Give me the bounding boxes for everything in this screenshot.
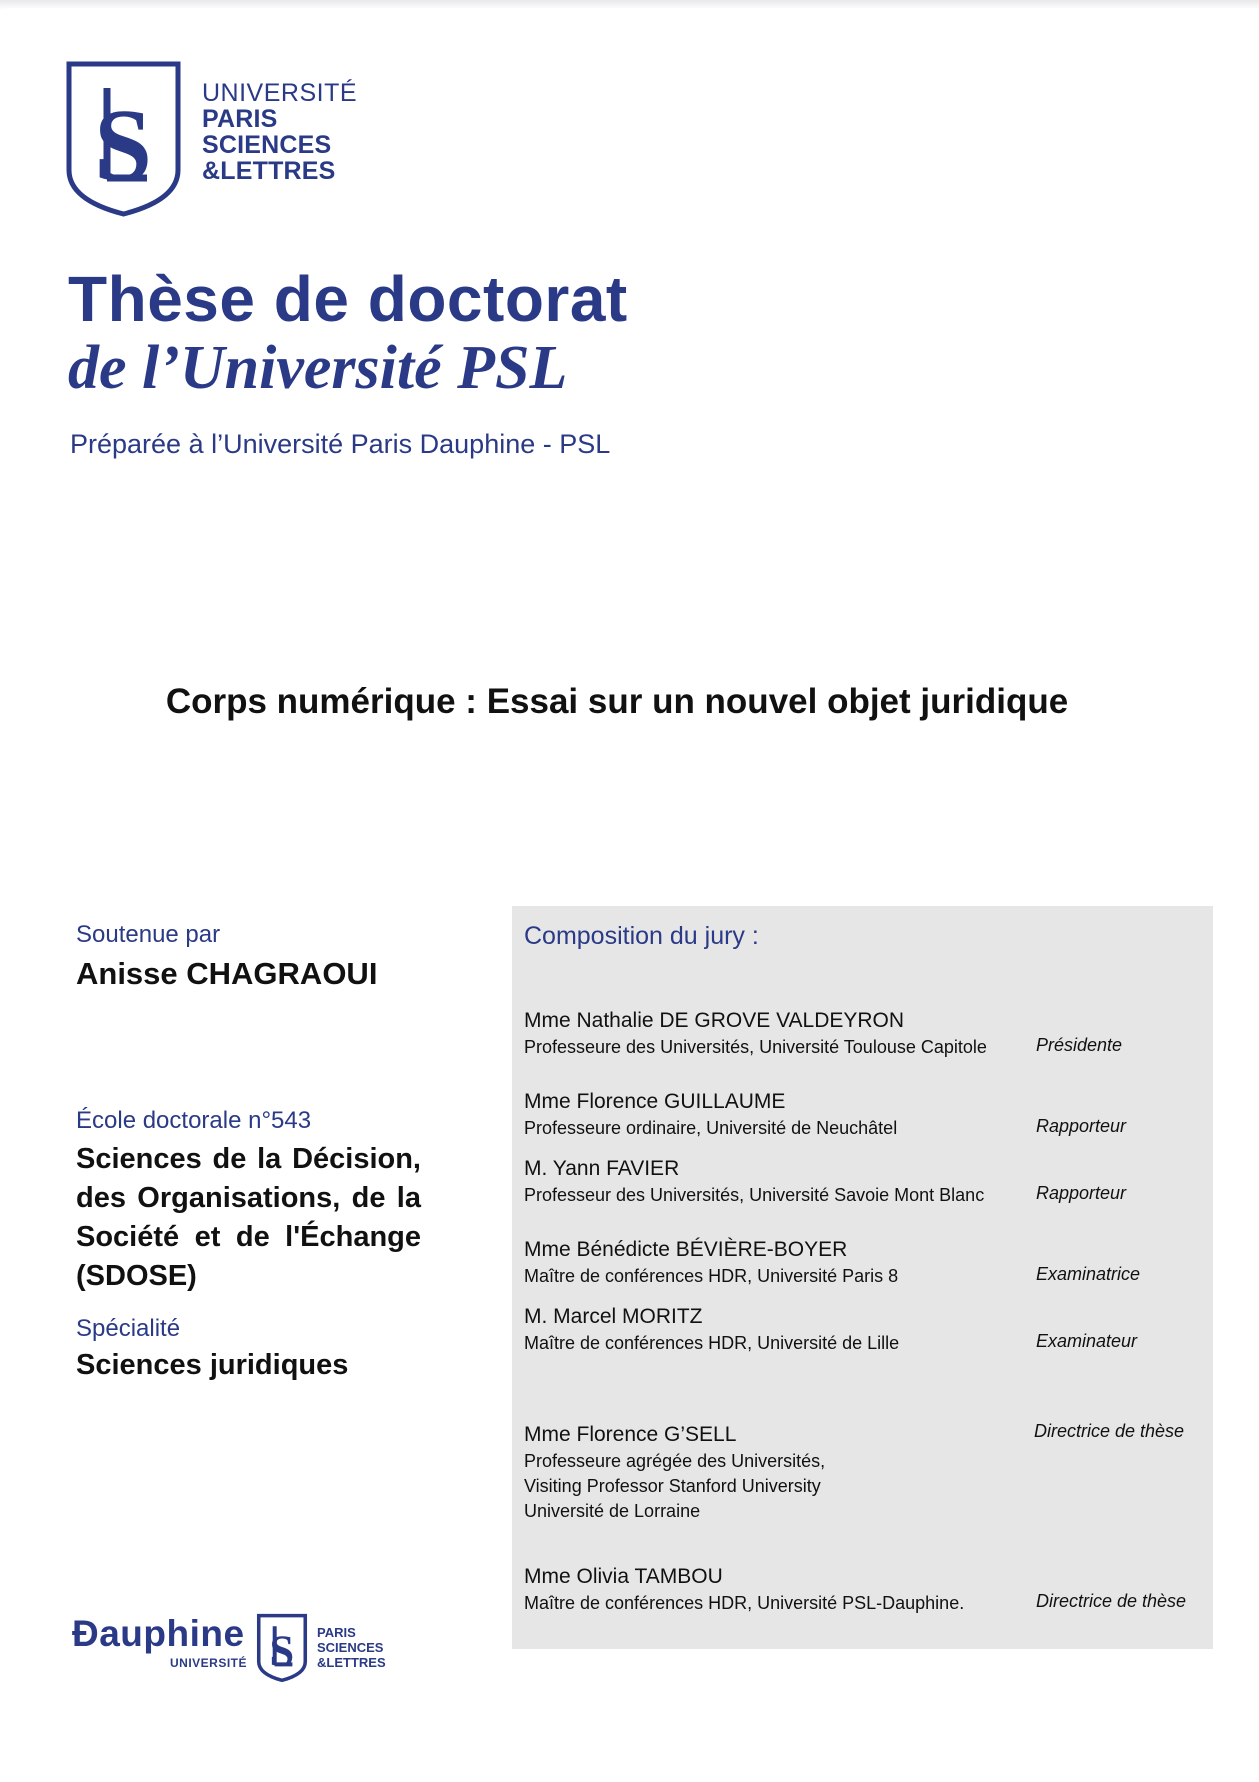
jury-member-name: M. Yann FAVIER — [524, 1157, 680, 1180]
jury-member-affiliation: Visiting Professor Stanford University — [524, 1476, 821, 1496]
speciality-label: Spécialité — [76, 1315, 181, 1342]
jury-member-affiliation: Professeur des Universités, Université Savoie Mont Blanc — [524, 1185, 985, 1205]
jury-member-affiliation: Maître de conférences HDR, Université de Lille — [524, 1333, 900, 1353]
jury-member-name: Mme Nathalie DE GROVE VALDEYRON — [524, 1009, 905, 1032]
doc-title-line1: Thèse de doctorat — [68, 263, 628, 335]
jury-member-name: Mme Bénédicte BÉVIÈRE-BOYER — [524, 1238, 848, 1261]
jury-member-role: Directrice de thèse — [1034, 1421, 1185, 1441]
jury-member-affiliation: Maître de conférences HDR, Université Paris 8 — [524, 1266, 899, 1286]
jury-member-affiliation: Professeure agrégée des Universités, — [524, 1451, 826, 1471]
psl-small-wordmark — [317, 1625, 386, 1670]
defended-by-label: Soutenue par — [76, 921, 221, 948]
doc-title-line2: de l’Université PSL — [68, 334, 568, 402]
jury-member-role: Examinatrice — [1036, 1264, 1141, 1284]
jury-member-role: Directrice de thèse — [1036, 1591, 1187, 1611]
prepared-at: Préparée à l’Université Paris Dauphine - PSL — [70, 429, 611, 459]
dauphine-logo-word: Đauphine — [72, 1613, 245, 1654]
jury-member-affiliation: Professeure ordinaire, Université de Neuchâtel — [524, 1118, 898, 1138]
dauphine-logo-sub: UNIVERSITÉ — [170, 1656, 248, 1670]
jury-member-role: Examinateur — [1036, 1331, 1138, 1351]
author-name: Anisse CHAGRAOUI — [76, 956, 378, 991]
psl-wordmark-sciences: SCIENCES — [202, 131, 332, 159]
psl-wordmark-universite: UNIVERSITÉ — [202, 79, 358, 107]
doctoral-school-label: École doctorale n°543 — [76, 1107, 312, 1134]
psl-small-sciences: SCIENCES — [317, 1640, 384, 1655]
jury-member-affiliation: Professeure des Universités, Université Toulouse Capitole — [524, 1037, 987, 1057]
jury-member-name: M. Marcel MORITZ — [524, 1305, 703, 1328]
doctoral-school-name: Sciences de la Décision, des Organisations, de la Société et de l'Échange (SDOSE) — [76, 1143, 421, 1292]
jury-member-role: Rapporteur — [1036, 1183, 1127, 1203]
thesis-title: Corps numérique : Essai sur un nouvel objet juridique — [165, 682, 1069, 721]
jury-member-name: Mme Florence G’SELL — [524, 1423, 737, 1446]
psl-wordmark-lettres: &LETTRES — [202, 157, 336, 185]
jury-member-name: Mme Florence GUILLAUME — [524, 1090, 786, 1113]
psl-small-lettres: &LETTRES — [317, 1655, 386, 1670]
jury-member-role: Rapporteur — [1036, 1116, 1127, 1136]
jury-member-affiliation: Maître de conférences HDR, Université PSL-Dauphine. — [524, 1593, 965, 1613]
psl-wordmark-paris: PARIS — [202, 105, 278, 133]
psl-shield-icon — [65, 60, 182, 218]
svg-text:S: S — [94, 88, 152, 203]
jury-member-role: Présidente — [1036, 1035, 1123, 1055]
svg-text:S: S — [269, 1626, 295, 1676]
psl-small-shield-icon — [256, 1613, 308, 1683]
psl-small-paris: PARIS — [317, 1625, 356, 1640]
jury-member-affiliation: Université de Lorraine — [524, 1501, 701, 1521]
jury-title: Composition du jury : — [524, 922, 759, 950]
speciality-value: Sciences juridiques — [76, 1349, 349, 1381]
jury-member-name: Mme Olivia TAMBOU — [524, 1565, 723, 1588]
psl-wordmark — [202, 80, 357, 184]
